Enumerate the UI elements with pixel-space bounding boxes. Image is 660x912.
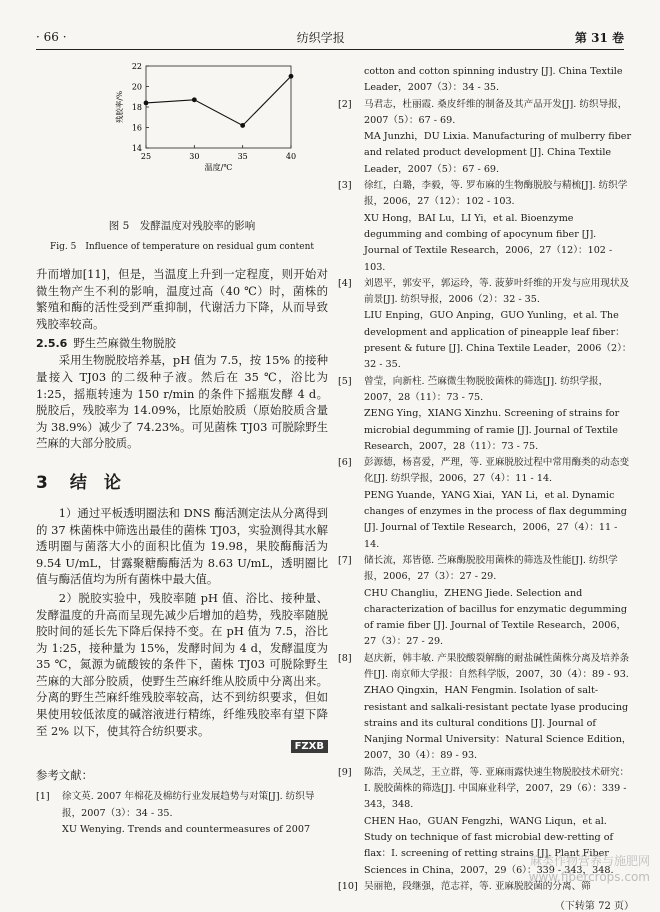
reference-number xyxy=(338,64,364,97)
conclusion-1: 1）通过平板透明圈法和 DNS 酶活测定法从分离得到的 37 株菌株中筛选出最佳的菌株 TJ03，实验测得其水解透明圈与菌落大小的面积比值为 19.98，果胶酶酶活为 9.54 U/mL，甘露聚糖酶酶活为 8.63 U/mL，透明圈比值与酶活值均为所有菌株中最大值。 xyxy=(36,505,329,587)
y-tick-label: 18 xyxy=(131,103,142,112)
reference-item xyxy=(338,683,634,764)
reference-number xyxy=(338,586,364,651)
conclusion-title: 结 论 xyxy=(69,472,121,493)
x-tick-label: 40 xyxy=(285,152,297,161)
reference-number xyxy=(338,308,364,373)
data-point xyxy=(240,123,245,128)
reference-text: 陈浩，关凤芝，王立群，等. 亚麻雨露快速生物脱胶技术研究：Ⅰ. 脱胶菌株的筛选[J]. 中国麻业科学，2007，29（6）：339 - 343，348. xyxy=(364,766,630,811)
reference-text: CHU Changliu，ZHENG Jiede. Selection and characterization of bacillus for enzymatic degumming of ramie fiber [J]. Journal of Textile Research，2006，27（3）：27 - 29. xyxy=(364,587,627,648)
reference-item xyxy=(338,129,634,178)
reference-item xyxy=(338,553,634,586)
reference-text: 赵庆新，韩丰敏. 产果胶酸裂解酶的耐盐碱性菌株分离及培养条件[J]. 南京师大学报：自然科学版，2007，30（4）：89 - 93. xyxy=(364,652,630,680)
reference-text: 吴丽艳，段继强，范志祥，等. 亚麻脱胶菌的分离、筛 xyxy=(364,880,591,892)
reference-number: [6] xyxy=(338,457,352,469)
reference-text: XU Wenying. Trends and countermeasures of 2007 xyxy=(62,823,311,835)
reference-item xyxy=(338,64,634,97)
section-2-5-6 xyxy=(36,335,328,352)
reference-text: ZENG Ying，XIANG Xinzhu. Screening of strains for microbial degumming of ramie [J]. Journal of Textile Research，2007，28（11）：73 - 75. xyxy=(364,408,620,452)
reference-item xyxy=(338,406,634,455)
reference-number xyxy=(36,822,62,838)
header-rule xyxy=(36,49,624,50)
reference-item xyxy=(338,308,634,373)
y-tick-label: 16 xyxy=(131,123,142,133)
plot-frame xyxy=(146,66,291,148)
y-tick-label: 14 xyxy=(131,144,142,153)
reference-number xyxy=(338,129,364,178)
journal-name: 纺织学报 xyxy=(296,30,345,45)
reference-number: [2] xyxy=(338,98,352,110)
figure-caption-cn: 图 5 发酵温度对残胶率的影响 xyxy=(108,220,256,232)
reference-item xyxy=(338,211,634,276)
watermark-line-2: www.fibercrops.com xyxy=(528,870,650,884)
reference-number: [5] xyxy=(338,375,352,387)
conclusion-number: 3 xyxy=(36,472,48,493)
reference-item xyxy=(338,765,634,814)
reference-number xyxy=(338,211,364,276)
reference-number: [10] xyxy=(338,880,358,892)
site-watermark xyxy=(529,853,650,885)
left-references xyxy=(36,789,328,838)
reference-item xyxy=(338,97,634,130)
paragraph-temperature: 升而增加[11]，但是，当温度上升到一定程度，则开始对微生物产生不利的影响，温度过高（40 ℃）时，菌株的繁殖和酶的活性受到严重抑制，代谢活力下降，从而导致残胶率较高。 xyxy=(36,267,328,331)
reference-item xyxy=(36,789,328,822)
reference-text: 徐文英. 2007 年棉花及棉纺行业发展趋势与对策[J]. 纺织导报，2007（3）：34 - 35. xyxy=(62,791,315,819)
reference-item xyxy=(338,374,634,407)
reference-text: 彭源德，杨喜爱，严理，等. 亚麻脱胶过程中常用酶类的动态变化[J]. 纺织学报，2006，27（4）：11 - 14. xyxy=(364,457,630,485)
reference-number: [4] xyxy=(338,277,352,289)
reference-text: LIU Enping，GUO Anping，GUO Yunling，et al. The development and application of pineapple leaf fiber：present & future [J]. China Textile Leader，2006（2）：32 - 35. xyxy=(364,310,632,371)
watermark-line-1: 麻类作物营养与施肥网 xyxy=(529,854,650,868)
x-tick-label: 30 xyxy=(189,152,200,161)
reference-number: [9] xyxy=(338,766,352,778)
y-tick-label: 20 xyxy=(131,82,142,92)
section-number: 2.5.6 xyxy=(36,337,68,351)
continued-note: （下转第 72 页） xyxy=(554,901,634,912)
reference-text: 曾莹，向新柱. 苎麻微生物脱胶菌株的筛选[J]. 纺织学报，2007，28（11）：73 - 75. xyxy=(364,375,609,403)
line-chart xyxy=(36,58,328,216)
figure-5 xyxy=(36,58,328,216)
reference-text: XU Hong，BAI Lu，LI Yi，et al. Bioenzyme degumming and combing of apocynum fiber [J]. Journal of Textile Research，2006，27（12）：102 - 103. xyxy=(364,212,613,273)
y-axis-label: 残胶率/% xyxy=(115,90,124,124)
reference-item xyxy=(338,586,634,651)
reference-item xyxy=(338,651,634,684)
conclusion-2: 2）脱胶实验中，残胶率随 pH 值、浴比、接种量、发酵温度的升高而呈现先减少后增加的趋势，残胶率随脱胶时间的延长先下降后保持不变。在 pH 值为 7.5，浴比为 1:25，接种量为 15%，发酵时间为 4 d，发酵温度为 35 ℃，氮源为硫酸铵的条件下，菌株 TJ03 可脱除野生苎麻的大部分胶质，使野生苎麻纤维从胶质中分离出来。分离的野生苎麻纤维残胶率较高，达不到纺织要求，但如果使用较低浓度的碱溶液进行精练，纤维残胶率有望下降至 2% 以下，使其符合纺织要求。 xyxy=(36,590,328,738)
page-header xyxy=(36,28,624,46)
reference-item xyxy=(338,488,634,553)
reference-item xyxy=(338,455,634,488)
reference-number xyxy=(338,814,364,879)
section-title: 野生苎麻微生物脱胶 xyxy=(73,336,176,351)
reference-item xyxy=(338,276,634,309)
paragraph-wild-ramie: 采用生物脱胶培养基，pH 值为 7.5，按 15% 的接种量接入 TJ03 的二级种子液。然后在 35 ℃，浴比为 1:25，摇瓶转速为 150 r/min 的条件下摇瓶发酵 4 d。脱胶后，残胶率为 14.09%，比原始胶质（原始胶质含量为 38.9%）减少了 74.23%。可见菌株 TJ03 可脱除野生苎麻的大部分胶质。 xyxy=(36,353,328,451)
reference-text: 徐红，白璐，李毅，等. 罗布麻的生物酶脱胶与精梳[J]. 纺织学报，2006，27（12）：102 - 103. xyxy=(364,180,628,208)
figure-caption-en: Fig. 5 Influence of temperature on residual gum content xyxy=(49,242,314,252)
reference-text: 刘恩平，郭安平，郭运玲，等. 菠萝叶纤维的开发与应用现状及前景[J]. 纺织导报，2006（2）：32 - 35. xyxy=(364,277,630,306)
reference-text: 储长流，郑皆德. 苎麻酶脱胶用菌株的筛选及性能[J]. 纺织学报，2006，27（3）：27 - 29. xyxy=(364,554,618,583)
left-column xyxy=(36,58,328,838)
x-tick-label: 35 xyxy=(237,152,248,161)
right-column xyxy=(338,64,634,912)
data-point xyxy=(192,97,197,102)
volume-label: 第 31 卷 xyxy=(574,30,624,45)
series-line xyxy=(146,76,291,125)
reference-number: [3] xyxy=(338,180,352,192)
conclusion-heading xyxy=(36,468,328,493)
reference-item xyxy=(338,178,634,211)
reference-number: [7] xyxy=(338,554,352,566)
reference-number: [8] xyxy=(338,652,352,664)
reference-text: cotton and cotton spinning industry [J]. China Textile Leader，2007（3）：34 - 35. xyxy=(364,66,623,94)
fzxb-badge: FZXB xyxy=(291,740,328,753)
data-point xyxy=(144,101,149,106)
reference-item xyxy=(36,822,328,838)
reference-text: CHEN Hao，GUAN Fengzhi，WANG Liqun，et al. Study on technique of fast microbial dew-retting of flax：Ⅰ. screening of retting strains [J]. Plant Fiber Sciences in China，2007，29（6）：339 - 343，348. xyxy=(364,815,614,876)
x-tick-label: 25 xyxy=(140,152,152,161)
reference-number: [1] xyxy=(36,791,50,803)
reference-text: PENG Yuande，YANG Xiai，YAN Li，et al. Dynamic changes of enzymes in the process of flax degumming [J]. Journal of Textile Research，2006，27（4）：11 - 14. xyxy=(364,489,627,550)
reference-number xyxy=(338,683,364,764)
right-references xyxy=(338,64,634,895)
references-title: 参考文献： xyxy=(36,768,93,783)
x-axis-label: 温度/℃ xyxy=(204,163,233,172)
reference-number xyxy=(338,406,364,455)
reference-number xyxy=(338,488,364,553)
data-point xyxy=(289,74,294,79)
page-number: · 66 · xyxy=(36,30,67,44)
reference-text: ZHAO Qingxin，HAN Fengmin. Isolation of salt-resistant and salkali-resistant pectate lyase producing strains and its cultural conditions [J]. Journal of Nanjing Normal University：Natural Science Edition，2007，30（4）：89 - 93. xyxy=(364,685,632,762)
reference-text: MA Junzhi，DU Lixia. Manufacturing of mulberry fiber and related product development [J]. China Textile Leader，2007（5）：67 - 69. xyxy=(364,131,632,175)
reference-text: 马君志，杜丽霞. 桑皮纤维的制备及其产品开发[J]. 纺织导报，2007（5）：67 - 69. xyxy=(364,98,628,126)
y-tick-label: 22 xyxy=(131,62,142,71)
